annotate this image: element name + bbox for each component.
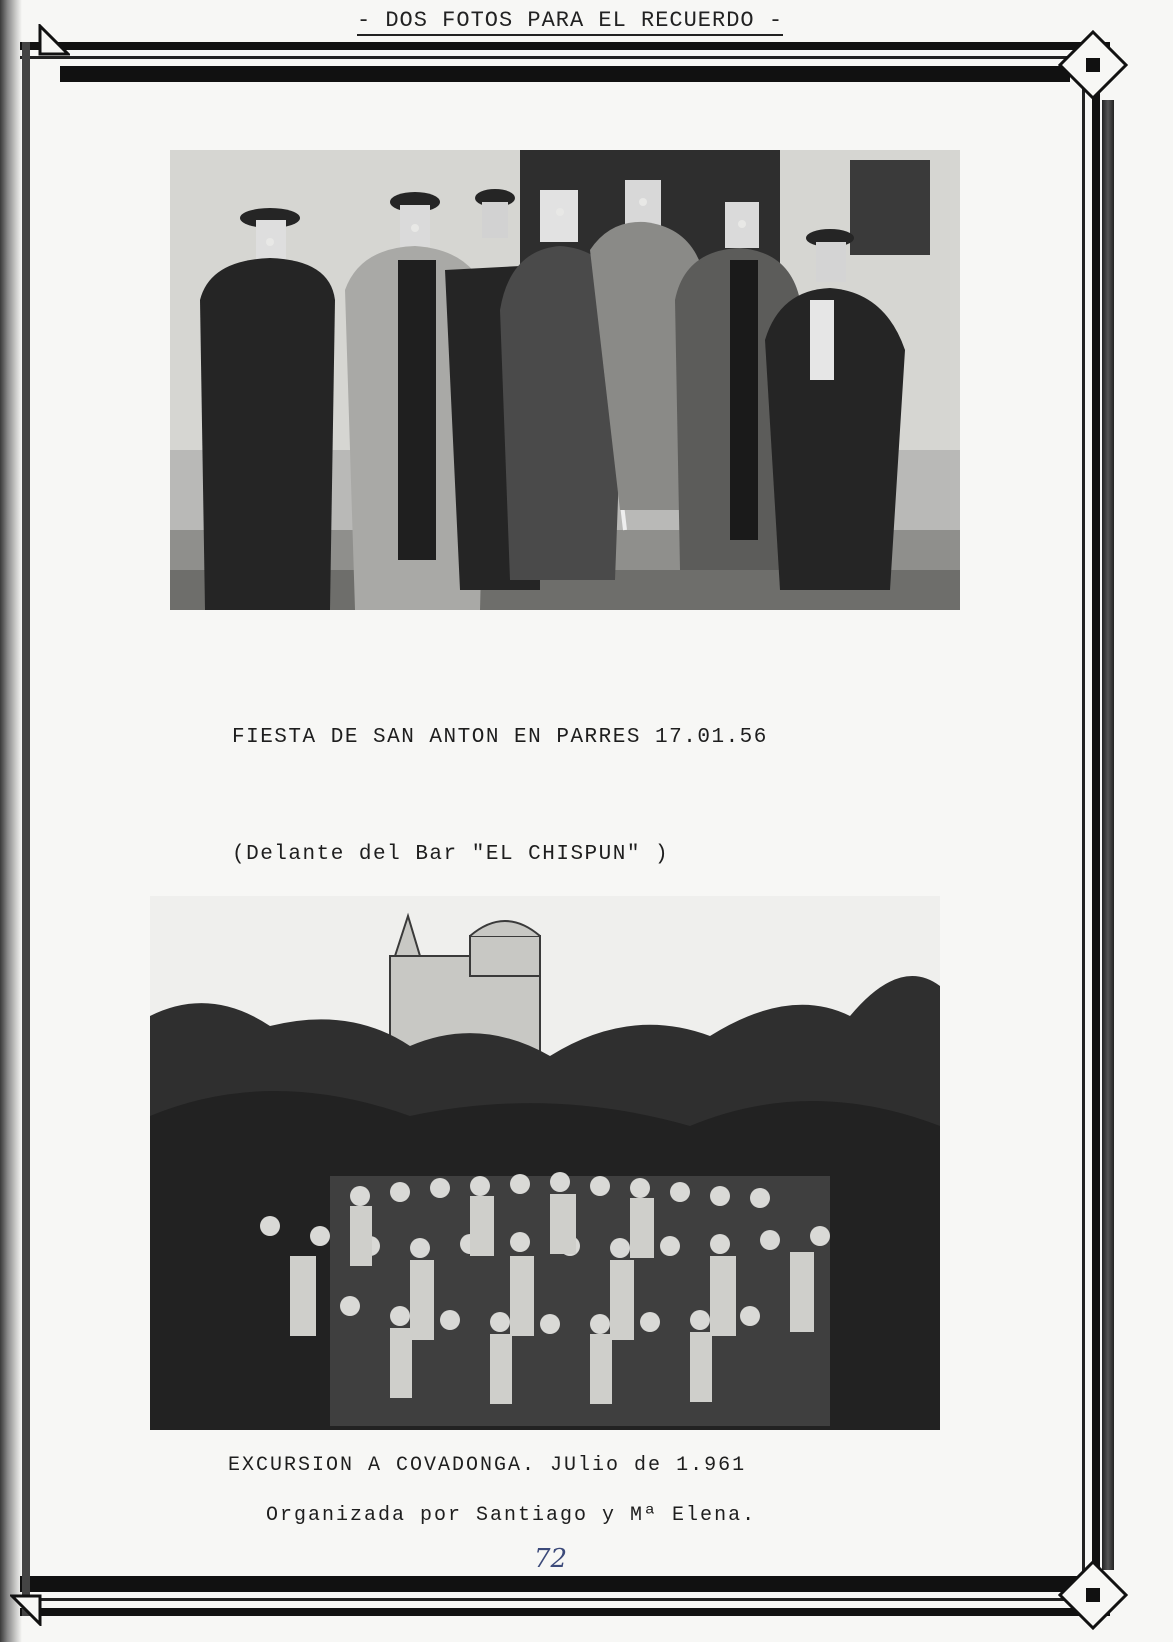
photo-san-anton-group (170, 150, 960, 610)
page-header (0, 8, 1140, 33)
photo-bottom-caption-title: EXCURSION A COVADONGA. JUlio de 1.961 (228, 1454, 747, 1477)
page-number: 72 (534, 1544, 568, 1574)
corner-ornament-icon (1058, 1560, 1128, 1630)
corner-ornament-icon (10, 24, 70, 84)
caption-line: FIESTA DE SAN ANTON EN PARRES 17.01.56 (232, 726, 768, 749)
corner-ornament-icon (10, 1566, 70, 1626)
photo-covadonga-group (150, 896, 940, 1430)
photo-bottom-caption-sub: Organizada por Santiago y Mª Elena. (266, 1504, 757, 1527)
caption-line: (Delante del Bar "EL CHISPUN" ) (232, 843, 670, 866)
binding-shadow (0, 0, 22, 1642)
page-title: - DOS FOTOS PARA EL RECUERDO - (357, 8, 783, 36)
corner-ornament-icon (1058, 30, 1128, 100)
